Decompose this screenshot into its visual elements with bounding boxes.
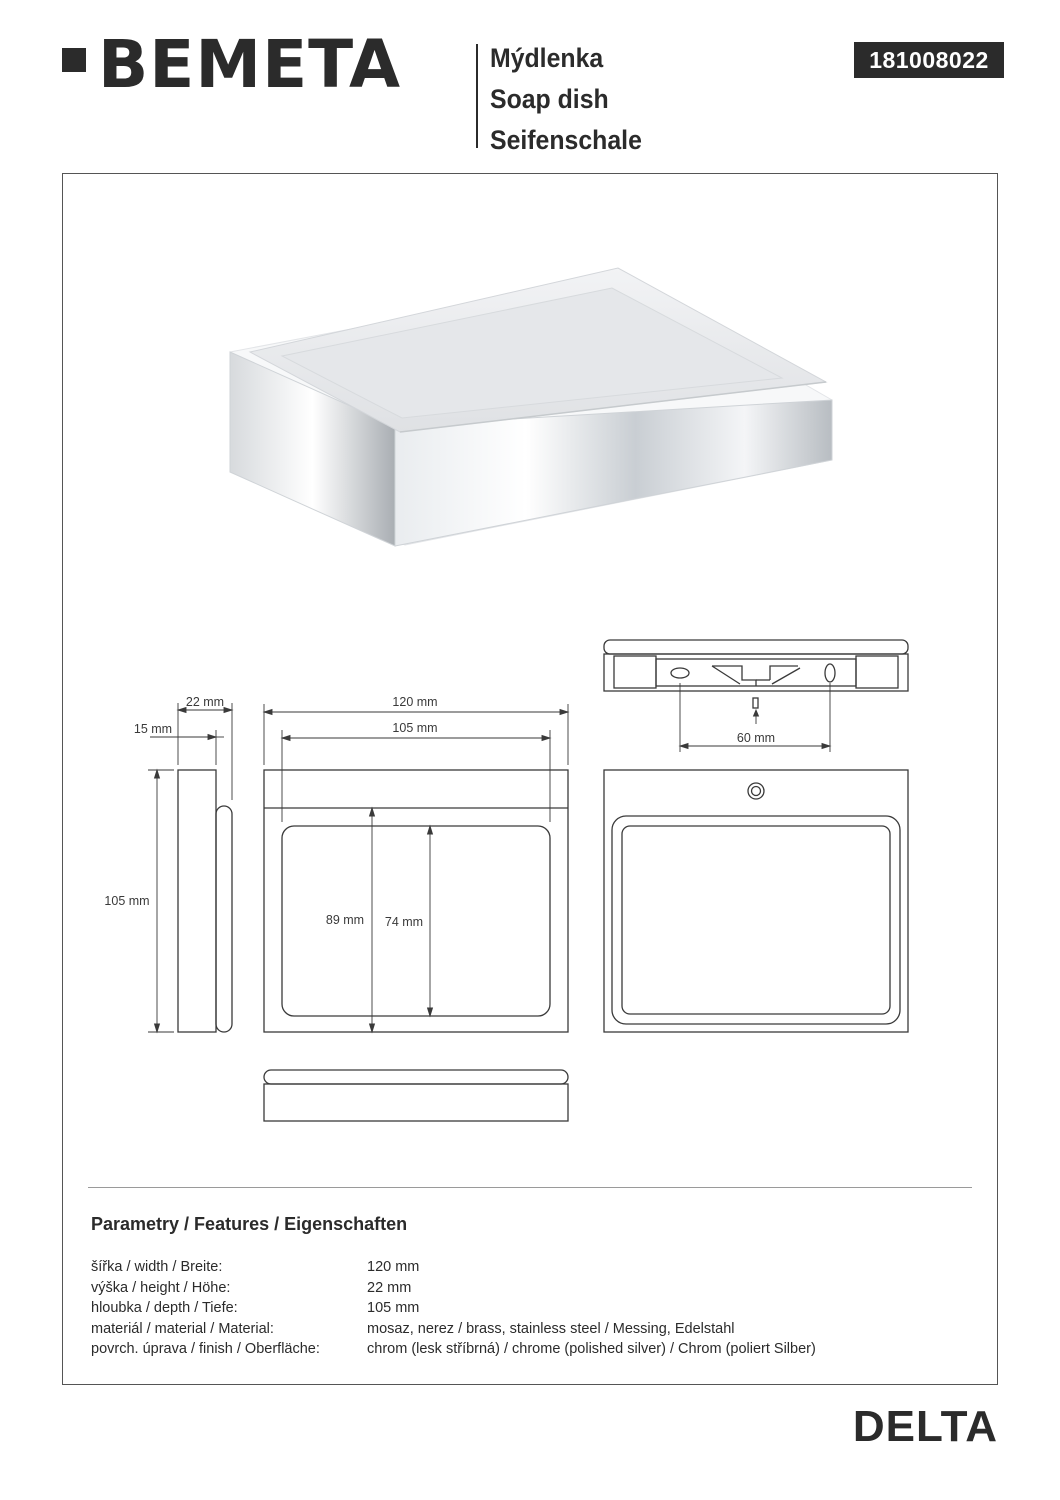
dimension-labels [104, 695, 775, 929]
title-en: Soap dish [490, 84, 609, 114]
top-view-outline [264, 770, 568, 1032]
feature-value: 120 mm [367, 1259, 420, 1275]
feature-row [91, 1257, 816, 1278]
dim-width-overall: 120 mm [392, 695, 438, 709]
series-name: DELTA [852, 1402, 998, 1451]
mount-hole [748, 783, 764, 799]
feature-row [91, 1298, 816, 1319]
front-view-glass [264, 1070, 568, 1084]
dim-side-height: 22 mm [185, 695, 225, 709]
bottom-view-glass-outer [612, 816, 900, 1024]
feature-label: hloubka / depth / Tiefe: [91, 1300, 238, 1316]
feature-value: mosaz, nerez / brass, stainless steel / Messing, Edelstahl [367, 1320, 735, 1337]
dim-inner-depth: 89 mm [325, 913, 365, 927]
product-code-badge: 181008022 [854, 42, 1004, 78]
front-view-base [264, 1084, 568, 1121]
feature-row [91, 1339, 816, 1360]
dim-hole-spacing: 60 mm [736, 731, 776, 745]
brand-name: BEMETA [98, 26, 402, 103]
dim-depth: 105 mm [104, 894, 150, 908]
feature-label: povrch. úprava / finish / Oberfläche: [91, 1341, 320, 1357]
bottom-view-outline [604, 770, 908, 1032]
feature-label: výška / height / Höhe: [91, 1279, 231, 1296]
title-cz: Mýdlenka [490, 43, 604, 73]
feature-value: chrom (lesk stříbrná) / chrome (polished silver) / Chrom (poliert Silber) [367, 1341, 816, 1357]
rear-view-glass [604, 640, 908, 654]
bottom-view-glass-inner [622, 826, 890, 1014]
section-divider [88, 1187, 972, 1188]
title-de: Seifenschale [490, 125, 642, 155]
dimension-lines [148, 683, 830, 1032]
screw [753, 698, 758, 708]
feature-value: 22 mm [367, 1279, 412, 1296]
feature-label: materiál / material / Material: [91, 1320, 274, 1337]
feature-row [91, 1319, 816, 1340]
side-view-base [178, 770, 216, 1032]
feature-label: šířka / width / Breite: [91, 1259, 223, 1275]
feature-value: 105 mm [367, 1300, 420, 1316]
features-table [91, 1257, 816, 1360]
feature-row [91, 1278, 816, 1299]
dim-width-inner: 105 mm [392, 721, 438, 735]
dim-glass-depth: 74 mm [384, 915, 424, 929]
features-title: Parametry / Features / Eigenschaften [91, 1214, 408, 1234]
product-photo [230, 268, 832, 546]
side-view-glass [216, 806, 232, 1032]
dim-side-glass: 15 mm [133, 722, 173, 736]
